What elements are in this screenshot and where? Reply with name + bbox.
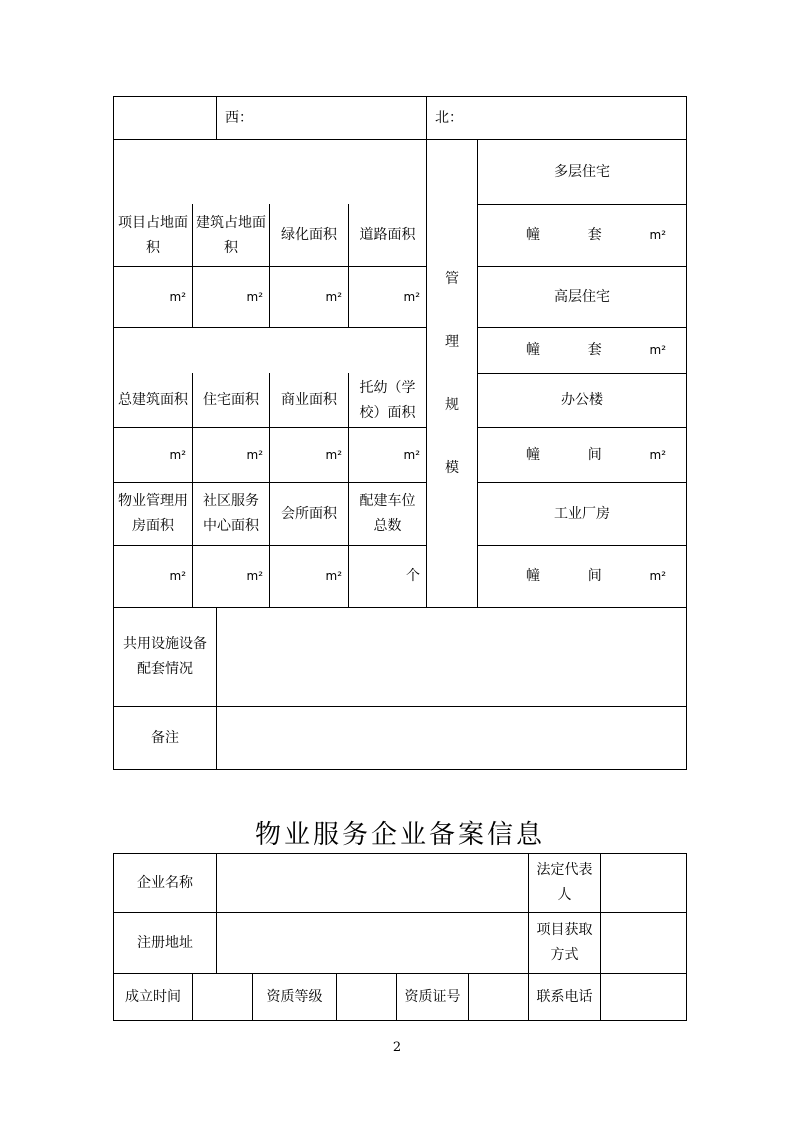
building-footprint-label: 建筑占地面积 (196, 214, 266, 256)
parking-total-label: 配建车位总数 (359, 493, 416, 534)
multi-storey-units (478, 205, 686, 266)
residential-area-label: 住宅面积 (203, 392, 259, 408)
unit-m2: m² (649, 447, 666, 462)
unit-zhuang: 幢 (526, 227, 540, 243)
rule (336, 973, 337, 1021)
clubhouse-area-label: 会所面积 (281, 505, 337, 522)
rule (216, 607, 217, 769)
section-title: 物业服务企业备案信息 (254, 819, 545, 850)
total-floor-area-label: 总建筑面积 (118, 392, 188, 408)
scale-char: 理 (445, 334, 459, 350)
rule (113, 327, 426, 328)
green-area-label: 绿化面积 (281, 227, 337, 243)
company-name-label: 企业名称 (137, 874, 193, 891)
office-units (478, 428, 686, 482)
unit-tao: 套 (587, 227, 602, 243)
rule (468, 973, 469, 1021)
property-office-area-label: 物业管理用房面积 (118, 493, 188, 534)
rule (113, 769, 687, 770)
unit-zhuang: 幢 (526, 342, 540, 358)
unit-m2: m² (325, 447, 342, 462)
unit-m2: m² (169, 447, 186, 462)
page-number: 2 (392, 1040, 402, 1055)
west-label: 西： (225, 109, 253, 126)
road-area-label: 道路面积 (359, 227, 416, 243)
unit-m2: m² (325, 289, 342, 304)
community-center-area-label: 社区服务中心面积 (203, 493, 259, 534)
unit-zhuang: 幢 (526, 446, 540, 463)
scale-char: 管 (445, 271, 459, 287)
remarks-label: 备注 (151, 729, 179, 746)
qualification-level-label: 资质等级 (266, 988, 323, 1005)
unit-m2: m² (403, 289, 420, 304)
founded-label: 成立时间 (125, 988, 181, 1005)
unit-m2: m² (649, 569, 666, 583)
rule (686, 853, 687, 1021)
scale-char: 模 (445, 460, 459, 476)
unit-m2: m² (649, 343, 666, 357)
rule (686, 96, 687, 770)
unit-m2: m² (403, 447, 420, 462)
multi-storey-label: 多层住宅 (554, 163, 610, 180)
unit-m2: m² (246, 289, 263, 304)
acquisition-method-label: 项目获取方式 (536, 922, 593, 963)
rule (216, 853, 217, 973)
management-scale-label (427, 248, 477, 500)
unit-jian: 间 (587, 568, 602, 584)
office-label: 办公楼 (561, 392, 603, 408)
high-rise-units (478, 328, 686, 373)
reg-address-label: 注册地址 (137, 934, 193, 951)
unit-m2: m² (325, 569, 342, 583)
unit-jian: 间 (587, 446, 602, 463)
unit-ge: 个 (406, 568, 420, 584)
unit-m2: m² (169, 289, 186, 304)
unit-zhuang: 幢 (526, 568, 540, 584)
rule (192, 973, 193, 1021)
legal-rep-label: 法定代表人 (536, 862, 593, 903)
nursery-area-label: 托幼（学校）面积 (359, 379, 416, 421)
unit-m2: m² (246, 447, 263, 462)
commercial-area-label: 商业面积 (281, 392, 337, 408)
industrial-units (478, 546, 686, 607)
rule (600, 853, 601, 1021)
qualification-cert-label: 资质证号 (404, 988, 461, 1005)
phone-label: 联系电话 (536, 988, 593, 1005)
shared-facilities-label: 共用设施设备配套情况 (123, 636, 207, 677)
unit-m2: m² (246, 569, 263, 583)
industrial-label: 工业厂房 (554, 505, 610, 522)
north-label: 北： (435, 109, 463, 126)
scale-char: 规 (445, 397, 459, 413)
land-area-label: 项目占地面积 (118, 214, 188, 256)
unit-m2: m² (649, 228, 666, 242)
unit-tao: 套 (587, 342, 602, 358)
unit-m2: m² (169, 569, 186, 583)
high-rise-label: 高层住宅 (554, 288, 610, 305)
